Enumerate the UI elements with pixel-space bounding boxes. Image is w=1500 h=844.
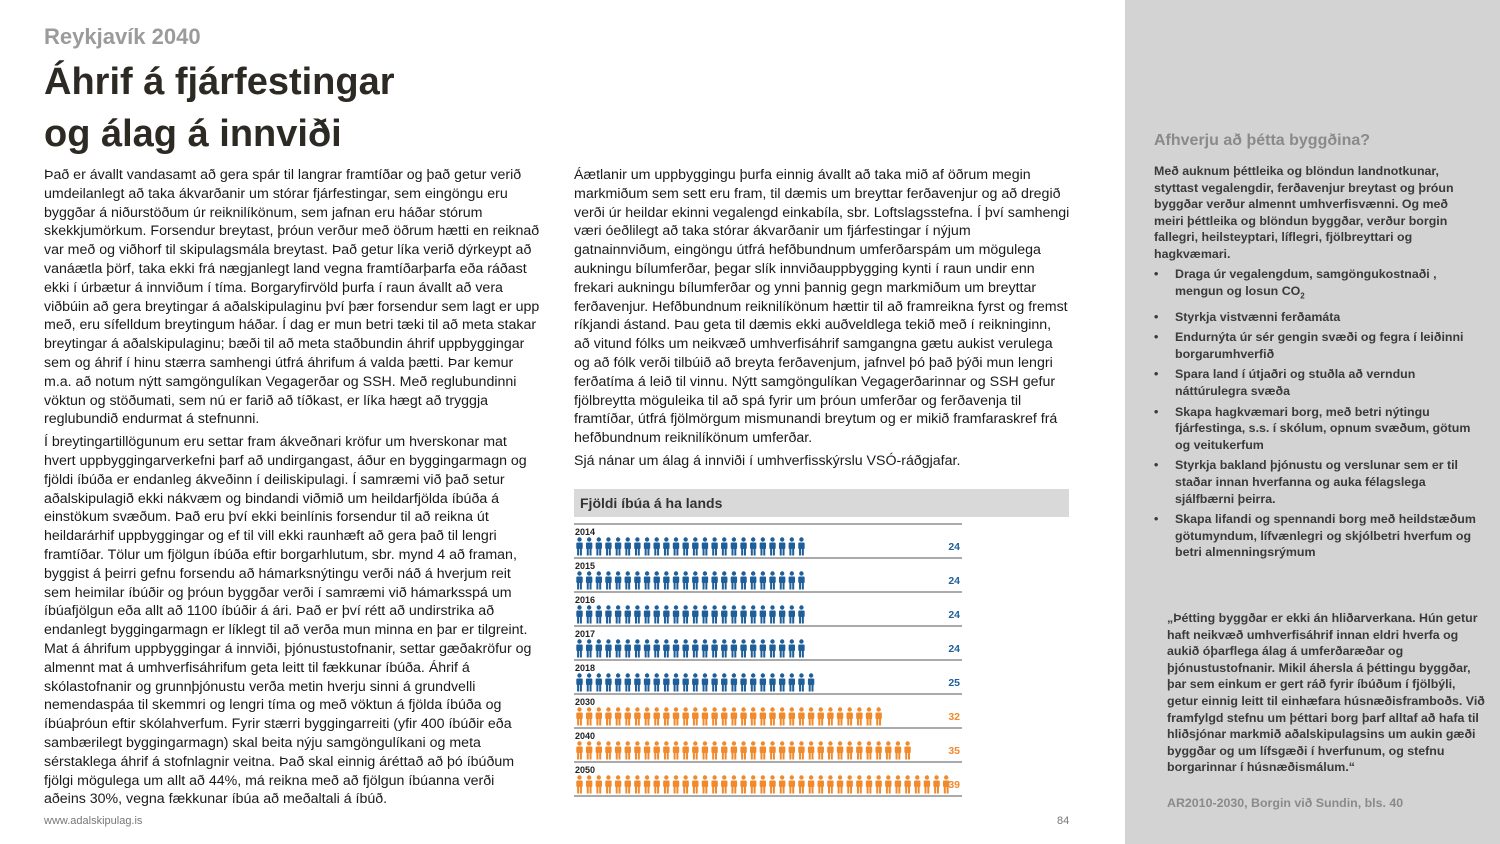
person-icon <box>711 571 717 589</box>
person-icon <box>644 639 650 657</box>
person-icon <box>654 571 660 589</box>
list-item <box>1154 404 1484 454</box>
body-column-1 <box>44 166 540 813</box>
person-icon <box>682 639 688 657</box>
person-icon <box>576 571 582 589</box>
person-icon <box>750 639 756 657</box>
list-item-text: Styrkja vistvænni ferðamáta <box>1175 309 1341 324</box>
person-icon <box>731 571 737 589</box>
person-icon <box>721 537 727 555</box>
person-icon <box>605 741 611 759</box>
person-icon <box>808 775 814 793</box>
person-icon <box>731 673 737 691</box>
person-icon <box>673 537 679 555</box>
person-icon <box>605 605 611 623</box>
person-icon <box>644 537 650 555</box>
person-icon <box>634 639 640 657</box>
person-icon <box>904 741 910 759</box>
person-icon <box>711 537 717 555</box>
person-icon <box>740 537 746 555</box>
list-item-text: Draga úr vegalengdum, samgöngukostnaði , mengun og losun CO <box>1175 267 1437 298</box>
person-icon <box>682 673 688 691</box>
person-icon <box>625 571 631 589</box>
person-icon <box>827 707 833 725</box>
person-icon <box>818 775 824 793</box>
person-icon <box>663 571 669 589</box>
person-icon <box>692 741 698 759</box>
person-icon <box>789 605 795 623</box>
list-item <box>1154 366 1484 399</box>
person-icon <box>711 639 717 657</box>
person-icon <box>885 775 891 793</box>
person-icon <box>847 707 853 725</box>
year-label: 2017 <box>575 629 596 639</box>
person-icon <box>837 775 843 793</box>
person-icon <box>866 741 872 759</box>
person-icon <box>692 605 698 623</box>
person-icon <box>866 707 872 725</box>
person-icon <box>644 571 650 589</box>
person-icon <box>875 707 881 725</box>
page-number: 84 <box>1057 815 1070 827</box>
person-icon <box>721 741 727 759</box>
person-icon <box>933 775 939 793</box>
person-icon <box>576 537 582 555</box>
person-icon <box>856 707 862 725</box>
person-icon <box>856 741 862 759</box>
person-icon <box>808 741 814 759</box>
person-icon <box>769 775 775 793</box>
person-icon <box>769 673 775 691</box>
person-icon <box>654 775 660 793</box>
person-icon <box>798 741 804 759</box>
person-icon <box>625 707 631 725</box>
person-icon <box>596 571 602 589</box>
paragraph: Áætlanir um uppbyggingu þurfa einnig ávallt að taka mið af öðrum megin markmiðum sem sett eru fram, til dæmis um breyttar ferðavenjur og að dregið verði úr heildar ekinni vegalengd einkabíla, sbr. Loftslagsstefna. Í því samhengi væri óeðlilegt að taka stórar ákvarðanir um fjárfestingar í nýjum gatnainnviðum, eingöngu útfrá hefðbundnum umferðarspám um mögulega aukningu bílumferðar, þegar slík innviðauppbygging kynti í raun undir enn frekari aukningu bílumferðar og ynni þannig gegn markmiðum um breyttar ferðavenjur. Hefðbundnum reiknilíkönum hættir til að framreikna fyrst og fremst ríkjandi ástand. Þau geta til dæmis ekki auðveldlega tekið með í reikninginn, að vitund fólks um neikvæð umhverfisáhrif samgangna gætu aukist verulega og að fólk verði tilbúið að breyta ferðavenjum, jafnvel þó það þýði mun lengri ferðatíma á leið til vinnu. Nýtt samgöngulíkan Vegagerðarinnar og SSH gefur fjölbreytta möguleika til að spá fyrir um þróun umferðar og ferðavenja til framtíðar, útfrá fjölmörgum mismunandi breytum og er mikið framfaraskref frá hefðbundnum reiknilíkönum umferðar. <box>574 167 1070 447</box>
list-item <box>1154 309 1484 326</box>
person-icon <box>731 707 737 725</box>
person-icon <box>798 537 804 555</box>
person-icon <box>702 707 708 725</box>
person-icon <box>663 639 669 657</box>
bullet: • <box>1154 309 1159 324</box>
person-icon <box>634 741 640 759</box>
person-icon <box>673 639 679 657</box>
person-icon <box>644 741 650 759</box>
person-icon <box>789 537 795 555</box>
person-icon <box>895 775 901 793</box>
person-icon <box>789 707 795 725</box>
person-icon <box>779 775 785 793</box>
person-icon <box>914 775 920 793</box>
person-icon <box>750 741 756 759</box>
person-icon <box>663 741 669 759</box>
person-icon <box>596 741 602 759</box>
page-title-line-1: Áhrif á fjárfestingar <box>44 61 395 103</box>
co2-subscript: 2 <box>1300 291 1305 301</box>
value-label: 24 <box>948 541 960 553</box>
person-icon <box>740 571 746 589</box>
person-icon <box>596 639 602 657</box>
person-icon <box>586 639 592 657</box>
person-icon <box>673 775 679 793</box>
person-icon <box>721 605 727 623</box>
person-icon <box>866 775 872 793</box>
person-icon <box>576 605 582 623</box>
person-icon <box>750 571 756 589</box>
person-icon <box>731 639 737 657</box>
person-icon <box>625 605 631 623</box>
person-icon <box>596 673 602 691</box>
person-icon <box>760 741 766 759</box>
person-icon <box>615 605 621 623</box>
person-icon <box>798 673 804 691</box>
sidebar-title: Afhverju að þétta byggðina? <box>1154 132 1371 149</box>
person-icon <box>740 707 746 725</box>
person-icon <box>721 673 727 691</box>
person-icon <box>798 775 804 793</box>
sidebar-quote: „Þétting byggðar er ekki án hliðarverkana. Hún getur haft neikvæð umhverfisáhrif innan eldri hverfa og aukið óþarflega álag á umferðaræðar og þjónustustofnanir. Mikil áhersla á þéttingu byggðar, þar sem einkum er gert ráð fyrir íbúðum í fjölbýli, getur einnig leitt til einhæfara húsnæðisframboðs. Við framfylgd stefnu um þéttari borg þarf alltaf að hafa til hliðsjónar markmið aðalskipulagsins um aukin gæði byggðar og um lífsgæði í hverfunum, og stefnu borgarinnar í húsnæðismálum.“ <box>1167 611 1485 775</box>
person-icon <box>760 673 766 691</box>
page-title-line-2: og álag á innviði <box>44 113 342 155</box>
person-icon <box>625 639 631 657</box>
paragraph: Sjá nánar um álag á innviði í umhverfisskýrslu VSÓ-ráðgjafar. <box>574 452 961 469</box>
person-icon <box>692 639 698 657</box>
person-icon <box>779 571 785 589</box>
person-icon <box>779 605 785 623</box>
person-icon <box>837 707 843 725</box>
person-icon <box>576 673 582 691</box>
person-icon <box>827 741 833 759</box>
person-icon <box>682 537 688 555</box>
person-icon <box>779 673 785 691</box>
person-icon <box>847 741 853 759</box>
person-icon <box>721 775 727 793</box>
bullet: • <box>1154 458 1159 473</box>
person-icon <box>904 775 910 793</box>
person-icon <box>760 639 766 657</box>
person-icon <box>596 707 602 725</box>
sidebar-bullet-list <box>1154 266 1484 565</box>
person-icon <box>586 571 592 589</box>
list-item-text: Styrkja bakland þjónustu og verslunar sem er til staðar innan hverfanna og auka félagslega sjálfbærni þeirra. <box>1175 458 1459 506</box>
person-icon <box>769 605 775 623</box>
bullet: • <box>1154 330 1159 345</box>
list-item <box>1154 511 1484 561</box>
person-icon <box>798 571 804 589</box>
person-icon <box>711 707 717 725</box>
person-icon <box>634 673 640 691</box>
person-icon <box>702 571 708 589</box>
person-icon <box>740 639 746 657</box>
person-icon <box>740 741 746 759</box>
bullet: • <box>1154 512 1159 527</box>
list-item <box>1154 266 1484 305</box>
person-icon <box>731 605 737 623</box>
person-icon <box>605 571 611 589</box>
person-icon <box>837 741 843 759</box>
person-icon <box>818 741 824 759</box>
list-item-text: Spara land í útjaðri og stuðla að verndun náttúrulegra svæða <box>1175 367 1416 399</box>
person-icon <box>875 741 881 759</box>
person-icon <box>634 571 640 589</box>
person-icon <box>634 605 640 623</box>
person-icon <box>654 741 660 759</box>
person-icon <box>731 741 737 759</box>
person-icon <box>798 605 804 623</box>
person-icon <box>663 673 669 691</box>
person-icon <box>721 707 727 725</box>
person-icon <box>682 571 688 589</box>
person-icon <box>625 537 631 555</box>
person-icon <box>798 707 804 725</box>
person-icon <box>789 571 795 589</box>
year-label: 2018 <box>575 663 596 673</box>
person-icon <box>654 673 660 691</box>
person-icon <box>615 775 621 793</box>
kicker: Reykjavík 2040 <box>44 24 201 49</box>
person-icon <box>769 571 775 589</box>
person-icon <box>663 537 669 555</box>
person-icon <box>769 741 775 759</box>
person-icon <box>586 775 592 793</box>
person-icon <box>644 605 650 623</box>
person-icon <box>702 741 708 759</box>
person-icon <box>673 707 679 725</box>
person-icon <box>586 673 592 691</box>
person-icon <box>779 707 785 725</box>
person-icon <box>586 741 592 759</box>
list-item <box>1154 329 1484 362</box>
person-icon <box>682 707 688 725</box>
value-label: 24 <box>948 643 960 655</box>
person-icon <box>789 775 795 793</box>
person-icon <box>625 673 631 691</box>
person-icon <box>663 707 669 725</box>
list-item-text: Skapa hagkvæmari borg, með betri nýtingu fjárfestinga, s.s. í skólum, opnum svæðum, götum og veitukerfum <box>1175 404 1471 452</box>
year-label: 2016 <box>575 595 596 605</box>
person-icon <box>692 673 698 691</box>
list-item <box>1154 457 1484 507</box>
person-icon <box>586 537 592 555</box>
person-icon <box>760 537 766 555</box>
year-label: 2015 <box>575 561 596 571</box>
person-icon <box>731 775 737 793</box>
person-icon <box>789 741 795 759</box>
value-label: 25 <box>948 677 960 689</box>
person-icon <box>663 775 669 793</box>
person-icon <box>605 639 611 657</box>
person-icon <box>605 537 611 555</box>
person-icon <box>673 571 679 589</box>
person-icon <box>576 741 582 759</box>
person-icon <box>750 707 756 725</box>
person-icon <box>731 537 737 555</box>
year-label: 2040 <box>575 731 596 741</box>
list-item-text: Endurnýta úr sér gengin svæði og fegra í leiðinni borgarumhverfið <box>1175 330 1464 361</box>
person-icon <box>625 741 631 759</box>
person-icon <box>847 775 853 793</box>
person-icon <box>605 775 611 793</box>
person-icon <box>808 707 814 725</box>
person-icon <box>644 673 650 691</box>
bullet: • <box>1154 267 1159 281</box>
person-icon <box>654 639 660 657</box>
person-icon <box>702 537 708 555</box>
value-label: 39 <box>948 779 960 791</box>
person-icon <box>750 775 756 793</box>
person-icon <box>654 537 660 555</box>
person-icon <box>615 571 621 589</box>
sidebar <box>1125 0 1500 844</box>
footer-url[interactable]: www.adalskipulag.is <box>44 815 143 827</box>
chart-title: Fjöldi íbúa á ha lands <box>580 495 723 511</box>
person-icon <box>808 673 814 691</box>
value-label: 32 <box>948 711 960 723</box>
person-icon <box>673 605 679 623</box>
person-icon <box>895 741 901 759</box>
person-icon <box>596 775 602 793</box>
person-icon <box>576 775 582 793</box>
person-icon <box>634 775 640 793</box>
person-icon <box>644 775 650 793</box>
person-icon <box>875 775 881 793</box>
person-icon <box>924 775 930 793</box>
person-icon <box>711 673 717 691</box>
bullet: • <box>1154 367 1159 382</box>
person-icon <box>576 639 582 657</box>
person-icon <box>779 741 785 759</box>
person-icon <box>605 707 611 725</box>
person-icon <box>615 673 621 691</box>
person-icon <box>750 605 756 623</box>
person-icon <box>682 605 688 623</box>
person-icon <box>634 707 640 725</box>
person-icon <box>769 707 775 725</box>
value-label: 24 <box>948 575 960 587</box>
person-icon <box>605 673 611 691</box>
person-icon <box>673 673 679 691</box>
person-icon <box>586 605 592 623</box>
person-icon <box>586 707 592 725</box>
quote-source: AR2010-2030, Borgin við Sundin, bls. 40 <box>1167 796 1404 810</box>
chart-header <box>574 489 1069 517</box>
person-icon <box>711 775 717 793</box>
paragraph: Það er ávallt vandasamt að gera spár til langrar framtíðar og það getur verið umdeilanlegt að taka ákvarðanir um stórar fjárfestingar, sem eingöngu eru byggðar á niðurstöðum úr reiknilíkönum, sem jafnan eru háðar stórum skekkjumörkum. Forsendur breytast, þróun verður með öðrum hætti en reiknað var með og viðhorf til skipulagsmála breytast. Það getur líka verið dýrkeypt að vanáætla þörf, taka ekki frá nægjanlegt land vegna framtíðarþarfa eða ráðast ekki í úrbætur á innviðum í tíma. Borgaryfirvöld þurfa í raun ávallt að vera viðbúin að gera breytingar á aðalskipulaginu því þær forsendur sem lagt er upp með, eru sífelldum breytingum háðar. Í dag er mun betri tæki til að meta stakar breytingar á aðalskipulaginu; bæði til að meta staðbundin áhrif uppbyggingar sem og áhrif í hinu stærra samhengi útfrá áhrifum á valda þætti. Þar kemur m.a. að notum nýtt samgöngulíkan Vegagerðar og SSH. Með reglubundinni vöktun og stöðumati, sem nú er farið að tíðkast, er líka hægt að tryggja reglubundið endurmat á stefnunni. <box>44 167 540 428</box>
person-icon <box>721 639 727 657</box>
person-icon <box>702 775 708 793</box>
person-icon <box>789 673 795 691</box>
person-icon <box>740 605 746 623</box>
person-icon <box>760 707 766 725</box>
person-icon <box>663 605 669 623</box>
person-icon <box>654 605 660 623</box>
person-icon <box>644 707 650 725</box>
person-icon <box>654 707 660 725</box>
year-label: 2050 <box>575 765 596 775</box>
person-icon <box>721 571 727 589</box>
person-icon <box>760 605 766 623</box>
person-icon <box>615 639 621 657</box>
person-icon <box>798 639 804 657</box>
person-icon <box>779 639 785 657</box>
person-icon <box>760 775 766 793</box>
person-icon <box>750 673 756 691</box>
person-icon <box>615 707 621 725</box>
page-title <box>44 56 564 160</box>
person-icon <box>692 775 698 793</box>
person-icon <box>740 775 746 793</box>
population-density-chart <box>574 522 974 802</box>
person-icon <box>885 741 891 759</box>
person-icon <box>760 571 766 589</box>
person-icon <box>692 537 698 555</box>
person-icon <box>856 775 862 793</box>
person-icon <box>576 707 582 725</box>
body-column-2 <box>574 166 1070 475</box>
year-label: 2030 <box>575 697 596 707</box>
person-icon <box>673 741 679 759</box>
person-icon <box>615 741 621 759</box>
person-icon <box>769 639 775 657</box>
person-icon <box>634 537 640 555</box>
person-icon <box>682 741 688 759</box>
paragraph: Í breytingartillögunum eru settar fram ákveðnari kröfur um hverskonar mat hvert uppbyggingarverkefni þarf að undirgangast, áður en byggingarmagn og fjöldi íbúða er endanleg ákveðinn í deiliskipulagi. Í samræmi við það setur aðalskipulagið ekki nákvæm og bindandi viðmið um heildarfjölda íbúða á einstökum svæðum. Það eru því ekki beinlínis forsendur til að reikna út heildarárhif uppbyggingar og ef til vill ekki raunhæft að gera það til lengri framtíðar. Tölur um fjölgun íbúða eftir borgarhlutum, sbr. mynd 4 að framan, byggist á þeirri gefnu forsendu að hámarksnýtingu verði náð á hverjum reit sem heimilar íbúðir og þróun byggðar verði í samræmi við hámarksspá um íbúafjölgun eða allt að 1100 íbúðir á ári. Það er því rétt að undirstrika að endanlegt byggingarmagn er líklegt til að verða mun minna en þar er tilgreint. Mat á áhrifum uppbyggingar á innviði, þjónustustofnanir, settar gæðakröfur og almennt mat á umhverfisáhrifum geta leitt til fækkunar íbúða. Áhrif á skólastofnanir og grunnþjónustu verða metin hverju sinni á grundvelli nemendaspáa til skemmri og lengri tíma og með vöktun á fjölda íbúða og íbúaþróun eftir skólahverfum. Fyrir stærri byggingarreiti (yfir 400 íbúðir eða sambærilegt byggingarmagn) skal beita nýju samgöngulíkani og meta sérstaklega áhrif á stofnlagnir veitna. Það skal einnig áréttað að þó íbúðum fjölgi mögulega um allt að 44%, má reikna með að fjölgun íbúanna verði aðeins 30%, vegna fækkunar íbúa að meðaltali á íbúð. <box>44 434 532 808</box>
year-label: 2014 <box>575 527 596 537</box>
person-icon <box>702 673 708 691</box>
person-icon <box>596 605 602 623</box>
sidebar-intro: Með auknum þéttleika og blöndun landnotkunar, styttast vegalengdir, ferðavenjur breytast og þróun byggðar verður almennt umhverfisvænni. Og með meiri þéttleika og blöndun byggðar, verður borgin fallegri, heilsteyptari, líflegri, fjölbreyttari og hagkvæmari. <box>1154 164 1454 261</box>
value-label: 35 <box>948 745 960 757</box>
person-icon <box>692 571 698 589</box>
person-icon <box>615 537 621 555</box>
person-icon <box>711 741 717 759</box>
person-icon <box>818 707 824 725</box>
list-item-text: Skapa lifandi og spennandi borg með heildstæðum götumyndum, lífvænlegri og skjólbetri hverfum og betri almenningsrýmum <box>1175 512 1476 560</box>
person-icon <box>692 707 698 725</box>
value-label: 24 <box>948 609 960 621</box>
bullet: • <box>1154 404 1159 419</box>
person-icon <box>702 639 708 657</box>
person-icon <box>740 673 746 691</box>
person-icon <box>827 775 833 793</box>
person-icon <box>711 605 717 623</box>
person-icon <box>779 537 785 555</box>
person-icon <box>596 537 602 555</box>
person-icon <box>625 775 631 793</box>
person-icon <box>789 639 795 657</box>
person-icon <box>750 537 756 555</box>
person-icon <box>682 775 688 793</box>
person-icon <box>702 605 708 623</box>
person-icon <box>769 537 775 555</box>
